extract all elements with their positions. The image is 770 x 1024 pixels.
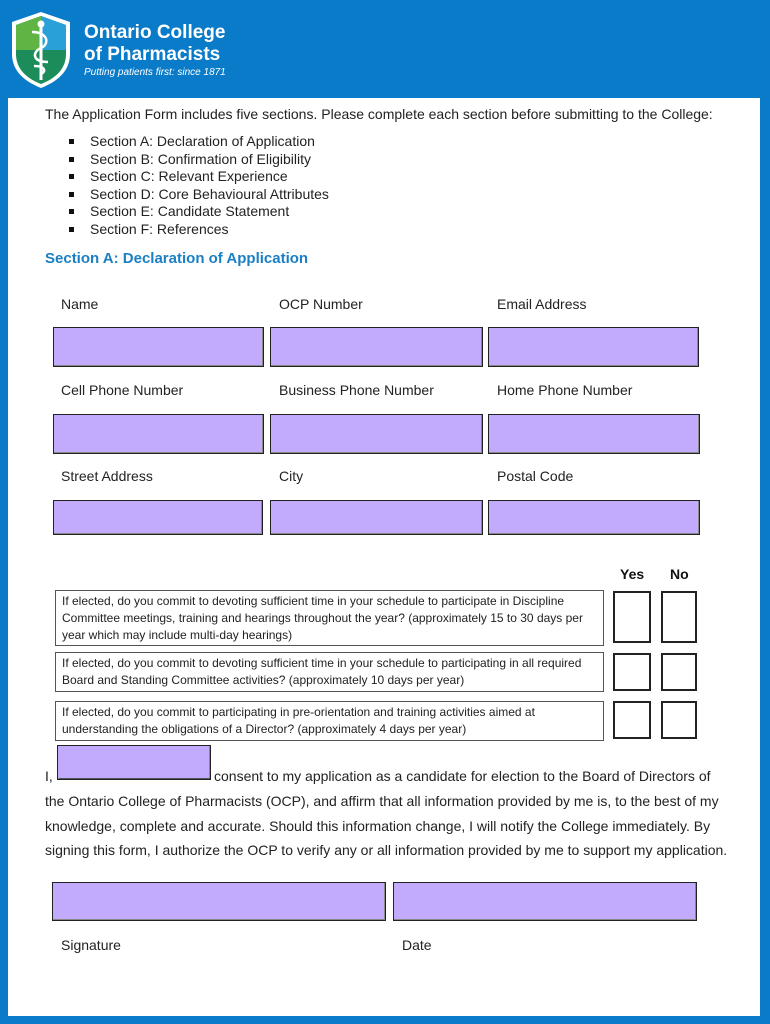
question-3-no-checkbox[interactable]: [661, 701, 697, 739]
no-column-label: No: [670, 566, 689, 582]
declarant-name-input[interactable]: [57, 745, 211, 780]
home-phone-input[interactable]: [488, 414, 700, 454]
page-header: [0, 0, 770, 98]
cell-phone-label: Cell Phone Number: [61, 382, 184, 398]
signature-input[interactable]: [52, 882, 386, 921]
list-item: Section A: Declaration of Application: [45, 133, 329, 151]
email-input[interactable]: [488, 327, 699, 367]
caduceus-shield-icon: [8, 10, 74, 90]
home-phone-label: Home Phone Number: [497, 382, 633, 398]
city-input[interactable]: [270, 500, 483, 535]
list-item: Section E: Candidate Statement: [45, 203, 329, 221]
name-input[interactable]: [53, 327, 264, 367]
city-label: City: [279, 468, 304, 484]
question-1-no-checkbox[interactable]: [661, 591, 697, 643]
postal-label: Postal Code: [497, 468, 574, 484]
list-item: Section D: Core Behavioural Attributes: [45, 186, 329, 204]
question-1-yes-checkbox[interactable]: [613, 591, 651, 643]
org-name-line1: Ontario College: [84, 22, 226, 43]
section-a-title: Section A: Declaration of Application: [45, 250, 309, 267]
question-2-no-checkbox[interactable]: [661, 653, 697, 691]
date-input[interactable]: [393, 882, 697, 921]
question-3-yes-checkbox[interactable]: [613, 701, 651, 739]
street-label: Street Address: [61, 468, 153, 484]
org-name: [84, 22, 225, 66]
question-3: If elected, do you commit to participating in pre-orientation and training activities aimed at understanding the obligations of a Director? (approximately 4 days per year): [55, 701, 604, 741]
declaration-line-4: signing this form, I authorize the OCP to verify any or all information provided by me to support my application.: [45, 842, 728, 858]
question-1: If elected, do you commit to devoting sufficient time in your schedule to participate in Discipline Committee meetings, training and hearings throughout the year? (approximately 15 to 30 days per year which may include multi-day hearings): [55, 590, 604, 646]
intro-text: The Application Form includes five sections. Please complete each section before submitting to the College:: [45, 106, 713, 122]
ocp-number-input[interactable]: [270, 327, 483, 367]
question-2-yes-checkbox[interactable]: [613, 653, 651, 691]
business-phone-input[interactable]: [270, 414, 483, 454]
declaration-line-2: the Ontario College of Pharmacists (OCP), and affirm that all information provided by me is, to the best of my: [45, 793, 719, 809]
postal-input[interactable]: [488, 500, 700, 535]
list-item: Section B: Confirmation of Eligibility: [45, 151, 329, 169]
ocp-number-label: OCP Number: [279, 296, 363, 312]
yes-column-label: Yes: [620, 566, 645, 582]
business-phone-label: Business Phone Number: [279, 382, 434, 398]
declaration-prefix: I,: [45, 768, 53, 784]
name-label: Name: [61, 296, 99, 312]
street-input[interactable]: [53, 500, 263, 535]
org-tagline: Putting patients first: since 1871: [84, 67, 226, 78]
email-label: Email Address: [497, 296, 587, 312]
signature-label: Signature: [61, 937, 121, 953]
declaration-line-3: knowledge, complete and accurate. Should this information change, I will notify the College immediately. By: [45, 818, 711, 834]
question-2: If elected, do you commit to devoting sufficient time in your schedule to participating in all required Board and Standing Committee activities? (approximately 10 days per year): [55, 652, 604, 692]
org-name-line2: of Pharmacists: [84, 44, 221, 65]
list-item: Section C: Relevant Experience: [45, 168, 329, 186]
declarant-name-underline: [59, 778, 210, 780]
list-item: Section F: References: [45, 221, 329, 239]
date-label: Date: [402, 937, 432, 953]
cell-phone-input[interactable]: [53, 414, 264, 454]
section-list: [45, 133, 329, 239]
declaration-line-1: consent to my application as a candidate for election to the Board of Directors of: [214, 768, 711, 784]
